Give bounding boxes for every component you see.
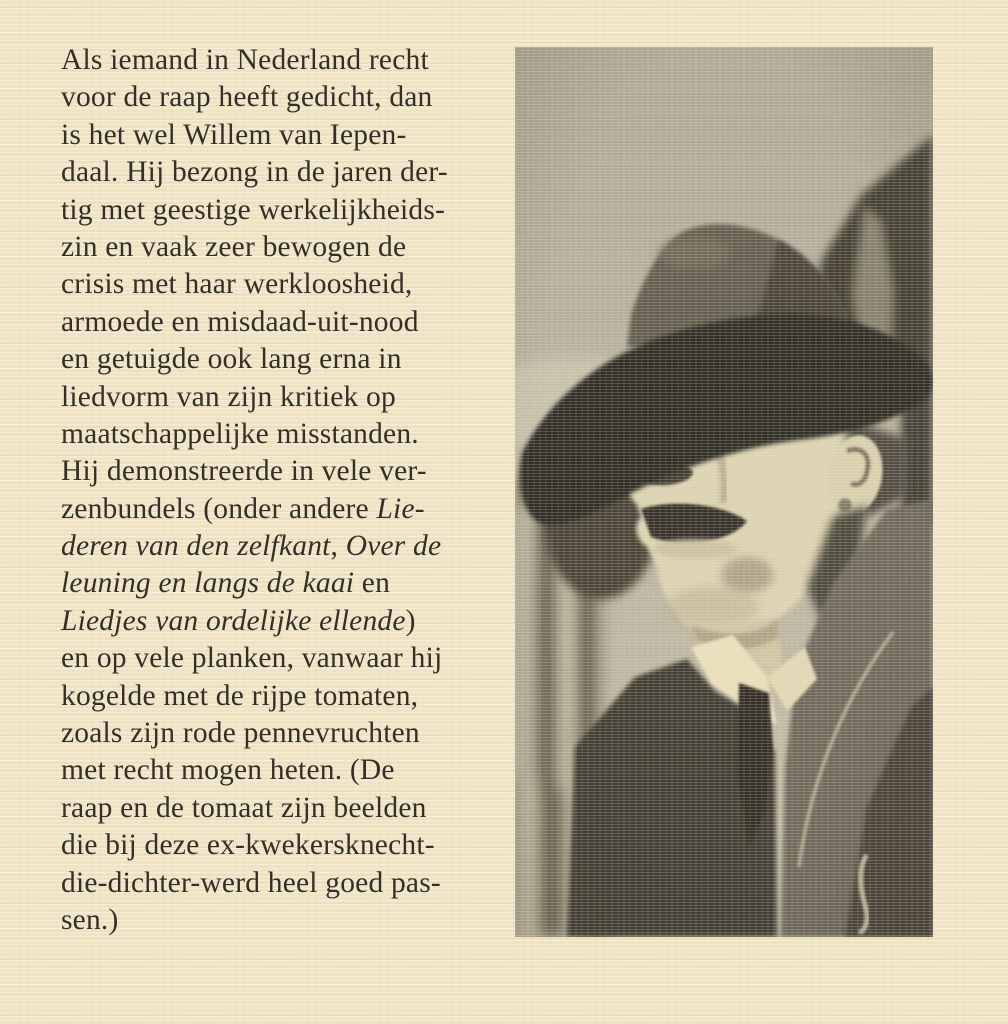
- portrait-illustration: [515, 47, 933, 937]
- text-line: [61, 603, 513, 640]
- text-run: crisis met haar werkloosheid,: [61, 268, 413, 301]
- text-line: [61, 192, 513, 229]
- text-run: tig met geestige werkelijkheids-: [61, 193, 446, 226]
- text-run: daal. Hij bezong in de jaren der-: [61, 156, 448, 189]
- text-line: [61, 902, 513, 939]
- text-run: met recht mogen heten. (De: [61, 754, 395, 787]
- text-line: [61, 379, 513, 416]
- book-title-italic: deren van den zelfkant: [61, 530, 331, 563]
- text-line: [61, 528, 513, 565]
- text-line: [61, 678, 513, 715]
- text-run: en op vele planken, vanwaar hij: [61, 642, 443, 675]
- text-run: zoals zijn rode pennevruchten: [61, 717, 420, 750]
- text-line: [61, 117, 513, 154]
- article-text: [61, 42, 513, 939]
- text-run: zin en vaak zeer bewogen de: [61, 230, 407, 263]
- text-line: [61, 715, 513, 752]
- portrait-photo: [515, 47, 933, 937]
- text-line: [61, 491, 513, 528]
- text-line: [61, 827, 513, 864]
- text-run: Hij demonstreerde in vele ver-: [61, 455, 427, 488]
- text-line: [61, 79, 513, 116]
- book-title-italic: leuning en langs de kaai: [61, 567, 355, 600]
- photo-warm-tint: [515, 47, 933, 937]
- text-line: [61, 42, 513, 79]
- text-run: liedvorm van zijn kritiek op: [61, 380, 396, 413]
- text-run: armoede en misdaad-uit-nood: [61, 305, 419, 338]
- text-run: zenbundels (onder andere: [61, 492, 377, 525]
- text-line: [61, 266, 513, 303]
- text-run: en getuigde ook lang erna in: [61, 343, 402, 376]
- book-title-italic: Lie-: [376, 492, 425, 525]
- text-line: [61, 565, 513, 602]
- text-line: [61, 416, 513, 453]
- text-line: [61, 640, 513, 677]
- text-line: [61, 341, 513, 378]
- text-line: [61, 154, 513, 191]
- text-line: [61, 865, 513, 902]
- text-line: [61, 790, 513, 827]
- text-run: sen.): [61, 903, 119, 936]
- text-run: ): [405, 604, 416, 637]
- text-run: Als iemand in Nederland recht: [61, 44, 429, 76]
- text-run: raap en de tomaat zijn beelden: [61, 791, 427, 824]
- text-run: die bij deze ex-kwekersknecht-: [61, 829, 435, 862]
- text-line: [61, 453, 513, 490]
- text-run: is het wel Willem van Iepen-: [61, 118, 407, 151]
- text-run: maatschappelijke misstanden.: [61, 417, 419, 450]
- text-line: [61, 304, 513, 341]
- text-run: kogelde met de rijpe tomaten,: [61, 679, 419, 712]
- book-title-italic: Over de: [345, 530, 442, 563]
- text-run: ,: [330, 530, 346, 563]
- text-line: [61, 752, 513, 789]
- text-run: die-dichter-werd heel goed pas-: [61, 866, 441, 899]
- book-title-italic: Liedjes van ordelijke ellende: [61, 604, 406, 637]
- text-run: en: [354, 567, 391, 600]
- text-line: [61, 229, 513, 266]
- text-run: voor de raap heeft gedicht, dan: [61, 81, 433, 114]
